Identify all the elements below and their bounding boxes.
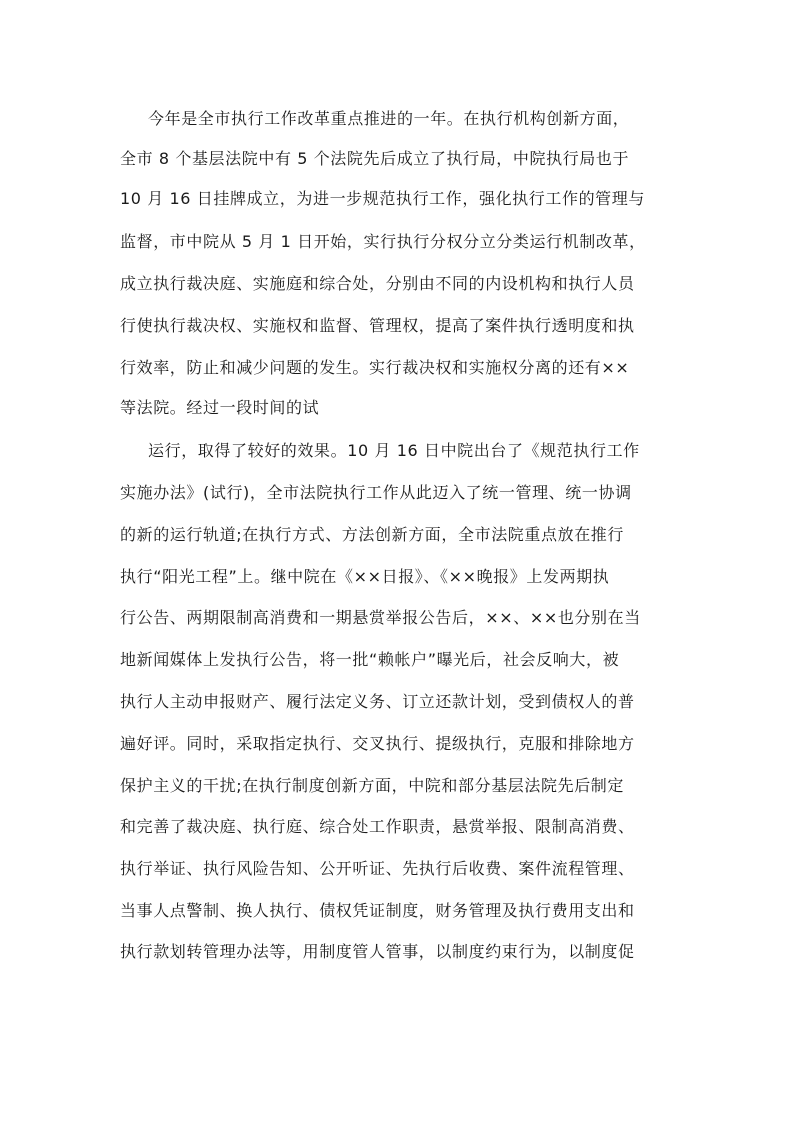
- paragraph-2-line-4: 执行“阳光工程”上。继中院在《××日报》、《××晚报》上发两期执: [120, 567, 610, 586]
- paragraph-2-line-1: 运行，取得了较好的效果。10 月 16 日中院出台了《规范执行工作: [148, 441, 640, 460]
- paragraph-2-line-13: 执行款划转管理办法等，用制度管人管事，以制度约束行为，以制度促: [120, 942, 635, 961]
- paragraph-1-line-2: 全市 8 个基层法院中有 5 个法院先后成立了执行局，中院执行局也于: [120, 149, 630, 168]
- paragraph-2-line-3: 的新的运行轨道;在执行方式、方法创新方面，全市法院重点放在推行: [120, 525, 624, 544]
- paragraph-2-line-6: 地新闻媒体上发执行公告，将一批“赖帐户”曝光后，社会反响大，被: [120, 650, 620, 669]
- paragraph-1-line-7: 行效率，防止和减少问题的发生。实行裁决权和实施权分离的还有××: [120, 358, 630, 377]
- paragraph-1-line-5: 成立执行裁决庭、实施庭和综合处，分别由不同的内设机构和执行人员: [120, 274, 635, 293]
- paragraph-2-line-9: 保护主义的干扰;在执行制度创新方面，中院和部分基层法院先后制定: [120, 776, 624, 795]
- paragraph-2-line-5: 行公告、两期限制高消费和一期悬赏举报公告后，××、××也分别在当: [120, 608, 641, 627]
- paragraph-2-line-12: 当事人点警制、换人执行、债权凭证制度，财务管理及执行费用支出和: [120, 901, 635, 920]
- paragraph-2-line-10: 和完善了裁决庭、执行庭、综合处工作职责，悬赏举报、限制高消费、: [120, 817, 635, 836]
- paragraph-1-line-1: 今年是全市执行工作改革重点推进的一年。在执行机构创新方面，: [148, 109, 630, 128]
- paragraph-2-line-8: 遍好评。同时，采取指定执行、交叉执行、提级执行，克服和排除地方: [120, 734, 635, 753]
- paragraph-2-line-11: 执行举证、执行风险告知、公开听证、先执行后收费、案件流程管理、: [120, 859, 635, 878]
- paragraph-1-line-8: 等法院。经过一段时间的试: [120, 398, 320, 417]
- paragraph-2-line-7: 执行人主动申报财产、履行法定义务、订立还款计划，受到债权人的普: [120, 692, 635, 711]
- paragraph-1-line-4: 监督，市中院从 5 月 1 日开始，实行执行分权分立分类运行机制改革，: [120, 232, 646, 251]
- paragraph-1-line-3: 10 月 16 日挂牌成立，为进一步规范执行工作，强化执行工作的管理与: [120, 189, 645, 208]
- paragraph-2-line-2: 实施办法》(试行)，全市法院执行工作从此迈入了统一管理、统一协调: [120, 483, 632, 502]
- paragraph-1-line-6: 行使执行裁决权、实施权和监督、管理权，提高了案件执行透明度和执: [120, 316, 635, 335]
